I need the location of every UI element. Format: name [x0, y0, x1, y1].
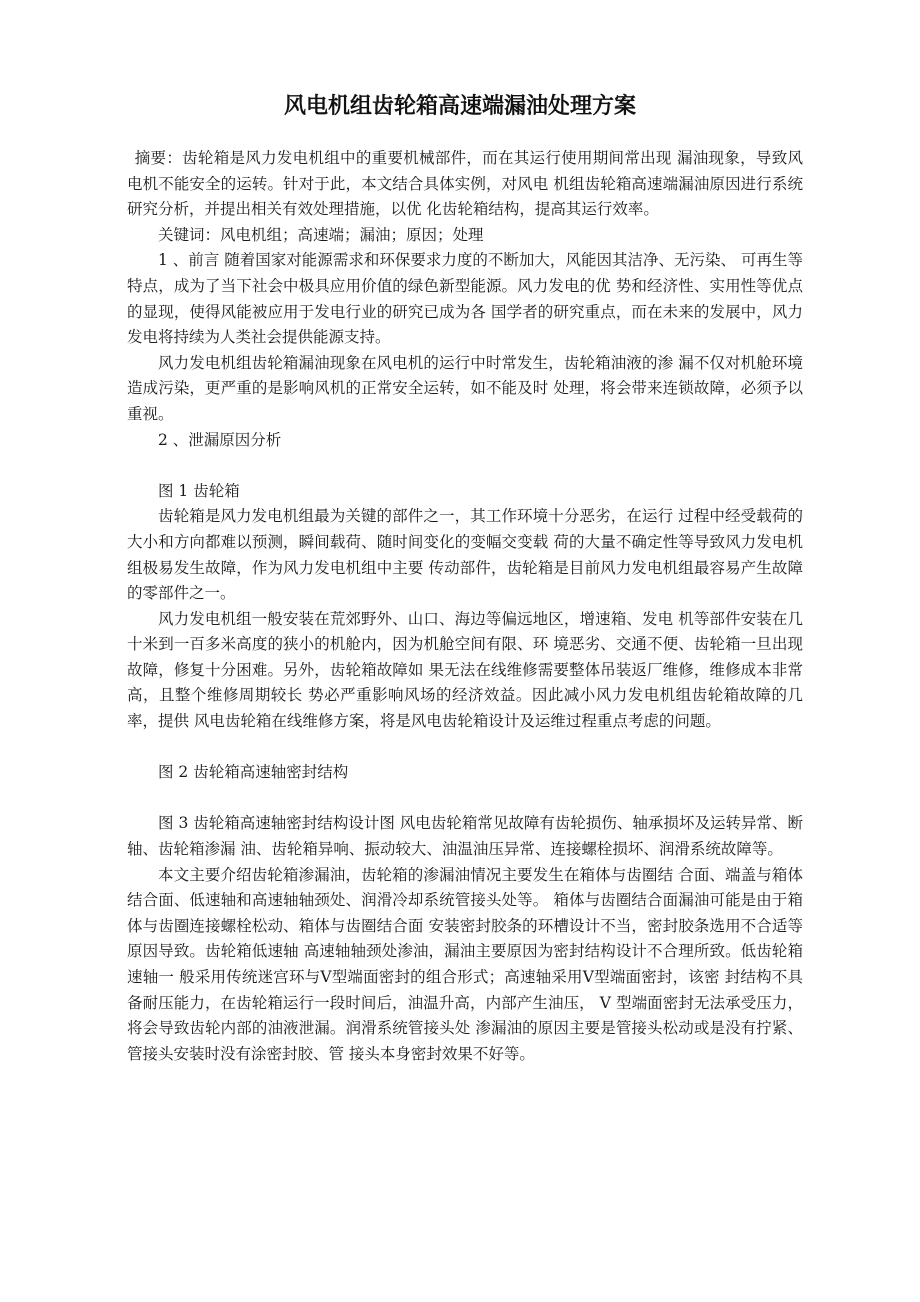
figure-3-paragraph: 图 3 齿轮箱高速轴密封结构设计图 风电齿轮箱常见故障有齿轮损伤、轴承损坏及运转异常、断轴、齿轮箱渗漏 油、齿轮箱异响、振动较大、油温油压异常、连接螺栓损坏、润滑系统故障等。 — [127, 814, 803, 859]
document-title: 风电机组齿轮箱高速端漏油处理方案 — [283, 93, 636, 119]
abstract-paragraph: 摘要：齿轮箱是风力发电机组中的重要机械部件，而在其运行使用期间常出现 漏油现象，导致风电机不能安全的运转。针对于此，本文结合具体实例，对风电 机组齿轮箱高速端漏油原因进行系统研究分析，并提出相关有效处理措施，以优 化齿轮箱结构，提高其运行效率。 — [127, 149, 803, 219]
main-paragraph: 本文主要介绍齿轮箱渗漏油，齿轮箱的渗漏油情况主要发生在箱体与齿圈结 合面、端盖与箱体结合面、低速轴和高速轴轴颈处、润滑冷却系统管接头处等。 箱体与齿圈结合面漏油可能是由于箱体与齿圈连接螺栓松动、箱体与齿圈结合面 安装密封胶条的环槽设计不当，密封胶条选用不合适等原因导致。齿轮箱低速轴 高速轴轴颈处渗油，漏油主要原因为密封结构设计不合理所致。低齿轮箱速轴一 般采用传统迷宫环与V型端面密封的组合形式；高速轴采用V型端面密封，该密 封结构不具备耐压能力，在齿轮箱运行一段时间后，油温升高，内部产生油压， V 型端面密封无法承受压力，将会导致齿轮内部的油液泄漏。润滑系统管接头处 渗漏油的原因主要是管接头松动或是没有拧紧、管接头安装时没有涂密封胶、管 接头本身密封效果不好等。 — [127, 865, 803, 1063]
section-heading: 2 、泄漏原因分析 — [158, 430, 282, 449]
leak-paragraph: 风力发电机组齿轮箱漏油现象在风电机的运行中时常发生，齿轮箱油液的渗 漏不仅对机舱环境造成污染，更严重的是影响风机的正常安全运转，如不能及时 处理，将会带来连锁故障，必须予以重视。 — [127, 353, 803, 423]
document-body — [127, 146, 803, 1067]
figure-2-caption: 图 2 齿轮箱高速轴密封结构 — [158, 763, 349, 782]
gearbox-paragraph: 齿轮箱是风力发电机组最为关键的部件之一，其工作环境十分恶劣，在运行 过程中经受载荷的大小和方向都难以预测，瞬间载荷、随时间变化的变幅交变载 荷的大量不确定性等导致风力发电机组极易发生故障，作为风力发电机组中主要 传动部件，齿轮箱是目前风力发电机组最容易产生故障的零部件之一。 — [127, 507, 803, 603]
intro-paragraph: 1 、前言 随着国家对能源需求和环保要求力度的不断加大，风能因其洁净、无污染、 可再生等特点，成为了当下社会中极具应用价值的绿色新型能源。风力发电的优 势和经济性、实用性等优点的显现，使得风能被应用于发电行业的研究已成为各 国学者的研究重点，而在未来的发展中，风力发电将持续为人类社会提供能源支持。 — [127, 251, 803, 347]
figure-1-caption: 图 1 齿轮箱 — [158, 481, 240, 500]
keywords-line: 关键词：风电机组；高速端；漏油；原因；处理 — [158, 225, 484, 244]
install-paragraph: 风力发电机组一般安装在荒郊野外、山口、海边等偏远地区，增速箱、发电 机等部件安装在几十米到一百多米高度的狭小的机舱内，因为机舱空间有限、环 境恶劣、交通不便、齿轮箱一旦出现故障，修复十分困难。另外，齿轮箱故障如 果无法在线维修需要整体吊装返厂维修，维修成本非常高，且整个维修周期较长 势必严重影响风场的经济效益。因此减小风力发电机组齿轮箱故障的几率，提供 风电齿轮箱在线维修方案，将是风电齿轮箱设计及运维过程重点考虑的问题。 — [127, 609, 803, 731]
